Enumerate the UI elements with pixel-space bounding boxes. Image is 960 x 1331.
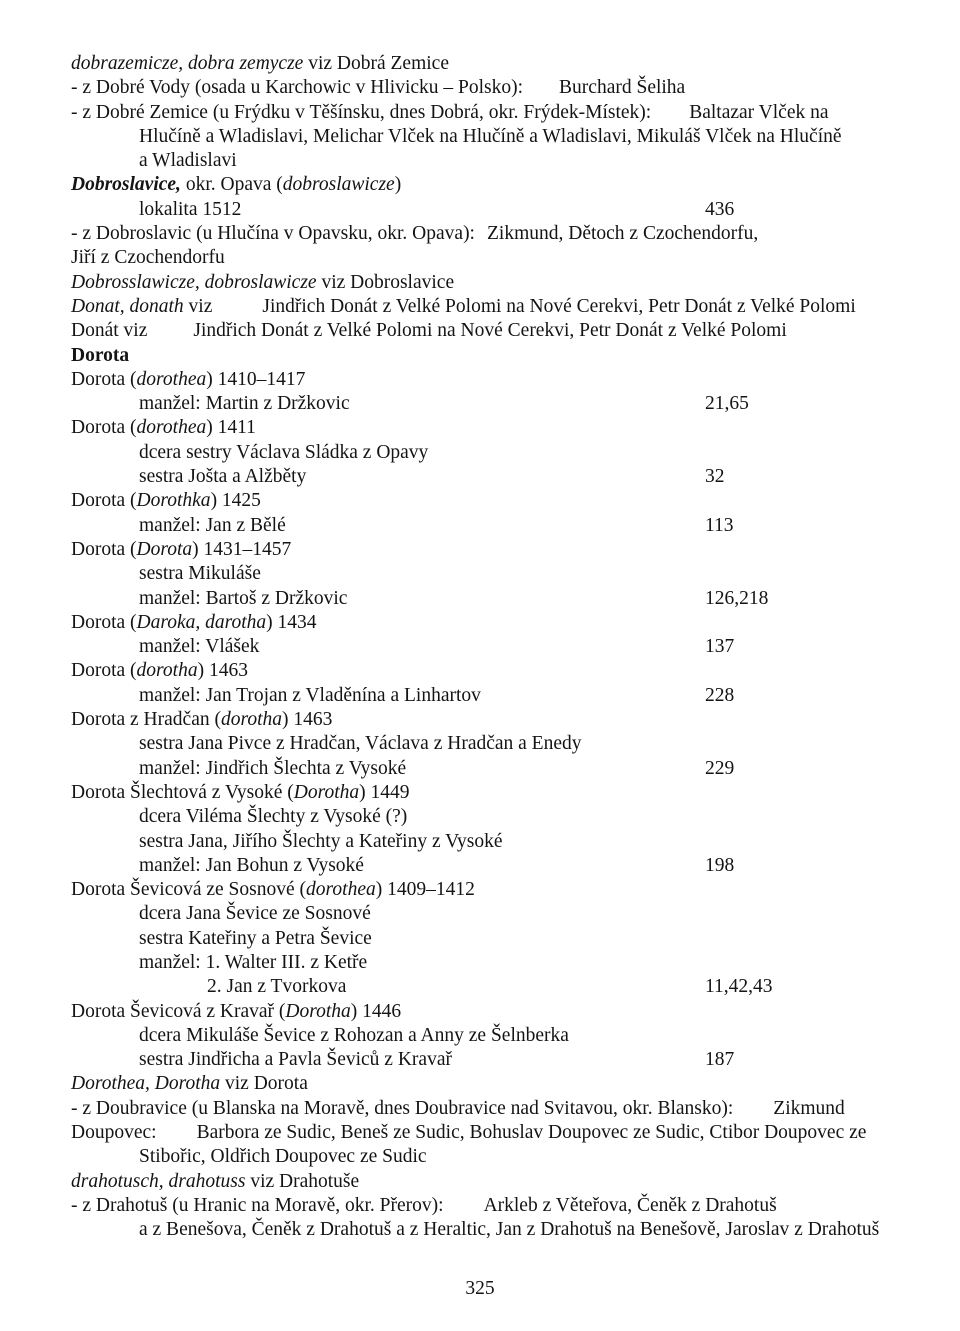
entry-doubravice <box>71 1097 901 1121</box>
entry-text: viz <box>183 295 213 317</box>
index-page <box>71 52 901 1243</box>
entry-names: Arkleb z Větеřova, Čeněk z Drahotuš <box>483 1194 777 1216</box>
sub-line <box>71 757 901 781</box>
page-ref: 228 <box>705 684 735 706</box>
page-ref: 137 <box>705 636 735 658</box>
page-ref: 11,42,43 <box>705 976 773 998</box>
entry-dorothea <box>71 1072 901 1096</box>
dorota-entry <box>71 368 901 392</box>
page-ref: 436 <box>705 198 735 220</box>
sub-line <box>71 1024 901 1048</box>
sub-text: dcera sestry Václava Sládka z Opavy <box>139 441 429 463</box>
entry-variant: Dorothka <box>136 490 211 512</box>
entry-text: Doupovec: <box>71 1122 157 1144</box>
sub-line <box>71 830 901 854</box>
sub-line <box>71 902 901 926</box>
sub-line <box>71 854 901 878</box>
dorota-entry <box>71 489 901 513</box>
entry-paren: ) <box>394 174 402 196</box>
sub-line <box>71 975 901 999</box>
sub-text: 2. Jan z Tvorkova <box>207 976 347 998</box>
entry-text: okr. Opava ( <box>180 174 283 196</box>
sub-text: dcera Jana Ševice ze Sosnové <box>139 903 371 925</box>
dorota-entry <box>71 416 901 440</box>
entry-variant: dorothea <box>306 879 376 901</box>
entry-dobre-vody <box>71 76 901 100</box>
sub-line <box>71 805 901 829</box>
entry-dobroslavice <box>71 173 901 197</box>
entry-dates: ) 1411 <box>206 417 256 439</box>
entry-variant: dorothea <box>136 368 207 390</box>
entry-head: Dorota ( <box>71 368 137 390</box>
sub-text: sestra Mikuláše <box>139 563 261 585</box>
page-ref: 32 <box>705 466 725 488</box>
entry-dates: ) 1431–1457 <box>192 538 292 560</box>
entry-text: - z Dobré Vody (osada u Karchowic v Hlivicku – Polsko): <box>71 77 524 99</box>
entry-dates: ) 1463 <box>282 709 333 731</box>
entry-dobrosslawicze <box>71 271 901 295</box>
entry-dates: ) 1449 <box>359 781 410 803</box>
entry-dates: ) 1446 <box>350 1000 402 1022</box>
sub-text: dcera Mikuláše Ševice z Rohozan a Anny ze Šelnberka <box>139 1024 569 1046</box>
dorota-entry <box>71 781 901 805</box>
page-ref: 229 <box>705 757 735 779</box>
entry-variant: Dorotha <box>285 1000 351 1022</box>
entry-dobre-zemice-cont: a Wladislavi <box>139 150 237 172</box>
entry-doupovec-cont: Stibořic, Oldřich Doupovec ze Sudic <box>139 1146 427 1168</box>
entry-dates: ) 1410–1417 <box>206 368 306 390</box>
entry-donat <box>71 319 901 343</box>
entry-variant: Dorota <box>136 538 193 560</box>
sub-text: manžel: Jan z Bělé <box>139 514 286 536</box>
sub-text: lokalita 1512 <box>139 198 242 220</box>
entry-dobre-zemice <box>71 101 901 125</box>
entry-names: Baltazar Vlček na <box>689 101 829 123</box>
sub-text: manžel: Vlášek <box>139 636 260 658</box>
sub-line <box>71 514 901 538</box>
entry-term: dobrazemicze, dobra zemycze <box>71 53 304 74</box>
dorota-list <box>71 368 901 1073</box>
entry-dates: ) 1409–1412 <box>375 879 475 901</box>
sub-line <box>71 198 901 222</box>
entry-doupovec <box>71 1121 901 1145</box>
sub-text: dcera Viléma Šlechty z Vysoké (?) <box>139 806 408 828</box>
sub-line <box>71 441 901 465</box>
entry-dobroslavic-cont: Jiří z Czochendorfu <box>71 247 225 269</box>
entry-names: Jindřich Donát z Velké Polomi na Nové Cerekvi, Petr Donát z Velké Polomi <box>193 320 787 342</box>
entry-variant: Daroka, darotha <box>136 611 267 633</box>
sub-line <box>71 587 901 611</box>
entry-text: viz Dorota <box>220 1073 308 1095</box>
sub-text: manžel: 1. Walter III. z Ketře <box>139 951 368 973</box>
entry-head: Dorota Ševicová ze Sosnové ( <box>71 879 307 901</box>
dorota-entry <box>71 1000 901 1024</box>
page-ref: 187 <box>705 1049 735 1071</box>
entry-head: Dorota ( <box>71 660 137 682</box>
entry-drahotus <box>71 1194 901 1218</box>
entry-term: Dorothea, Dorotha <box>71 1073 221 1095</box>
entry-head: Dorota z Hradčan ( <box>71 709 221 731</box>
sub-text: sestra Kateřiny a Petra Ševice <box>139 927 372 949</box>
entry-drahotusch <box>71 1170 901 1194</box>
entry-dates: ) 1434 <box>266 611 317 633</box>
sub-line <box>71 392 901 416</box>
page-ref: 198 <box>705 854 735 876</box>
entry-dates: ) 1463 <box>197 660 248 682</box>
entry-term: Donat, donath <box>71 295 184 317</box>
entry-dobrazemicze <box>71 52 901 76</box>
section-heading <box>71 344 901 368</box>
sub-text: sestra Jošta a Alžběty <box>139 466 307 488</box>
dorota-entry <box>71 708 901 732</box>
page-ref: 113 <box>705 514 734 536</box>
entry-dobroslavic <box>71 222 901 246</box>
sub-line <box>71 635 901 659</box>
entry-donat-variant <box>71 295 901 319</box>
sub-line <box>71 684 901 708</box>
sub-text: manžel: Jan Bohun z Vysoké <box>139 854 364 876</box>
entry-text: Donát viz <box>71 320 148 342</box>
entry-names: Zikmund <box>773 1097 845 1119</box>
sub-text: manžel: Martin z Držkovic <box>139 393 350 415</box>
entry-text: - z Dobré Zemice (u Frýdku v Těšínsku, dnes Dobrá, okr. Frýdek-Místek): <box>71 101 652 123</box>
entry-variant: dorotha <box>220 709 283 731</box>
entry-dates: ) 1425 <box>210 490 261 512</box>
sub-line <box>71 951 901 975</box>
entry-variant: dorothea <box>136 417 207 439</box>
dorota-entry <box>71 538 901 562</box>
entry-text: - z Dobroslavic (u Hlučína v Opavsku, okr. Opava): <box>71 223 475 245</box>
entry-variant: dobroslawicze <box>282 174 395 196</box>
sub-line <box>71 732 901 756</box>
entry-names: Burchard Šeliha <box>559 77 686 99</box>
sub-text: manžel: Jindřich Šlechta z Vysoké <box>139 757 407 779</box>
dorota-entry <box>71 611 901 635</box>
sub-text: sestra Jana, Jiřího Šlechty a Kateřiny z Vysoké <box>139 830 503 852</box>
sub-text: sestra Jindřicha a Pavla Ševiců z Kravař <box>139 1049 452 1071</box>
page-ref: 21,65 <box>705 393 749 415</box>
page-ref: 126,218 <box>705 587 769 609</box>
entry-term: Dobrosslawicze, dobroslawicze <box>71 271 317 293</box>
entry-head: Dorota ( <box>71 417 137 439</box>
dorota-entry <box>71 659 901 683</box>
entry-names: Zikmund, Dětoch z Czochendorfu, <box>486 223 759 245</box>
sub-text: sestra Jana Pivce z Hradčan, Václava z Hradčan a Enedy <box>139 733 582 755</box>
entry-head: Dorota Ševicová z Kravař ( <box>71 1000 286 1022</box>
sub-line <box>71 1048 901 1072</box>
sub-text: manžel: Jan Trojan z Vladěnína a Linhartov <box>139 684 481 706</box>
entry-text: - z Drahotuš (u Hranic na Moravě, okr. Přerov): <box>71 1194 444 1216</box>
entry-drahotus-cont: a z Benešova, Čeněk z Drahotuš a z Heraltic, Jan z Drahotuš na Benešově, Jaroslav z Drahotuš <box>139 1219 880 1241</box>
entry-text: viz Dobroslavice <box>316 271 455 293</box>
page-number: 325 <box>465 1278 495 1299</box>
heading-text: Dorota <box>71 344 130 366</box>
entry-term: Dobroslavice, <box>71 174 181 196</box>
entry-names: Barbora ze Sudic, Beneš ze Sudic, Bohuslav Doupovec ze Sudic, Ctibor Doupovec ze <box>196 1122 867 1144</box>
sub-line <box>71 927 901 951</box>
entry-dobre-zemice-cont: Hlučíně a Wladislavi, Melichar Vlček na Hlučíně a Wladislavi, Mikuláš Vlček na Hlučíně <box>139 125 842 147</box>
sub-line <box>71 465 901 489</box>
entry-text: viz Dobrá Zemice <box>303 53 449 74</box>
entry-text: - z Doubravice (u Blanska na Moravě, dnes Doubravice nad Svitavou, okr. Blansko): <box>71 1097 734 1119</box>
entry-variant: Dorotha <box>293 781 360 803</box>
entry-text: viz Drahotuše <box>245 1170 360 1192</box>
entry-names: Jindřich Donát z Velké Polomi na Nové Cerekvi, Petr Donát z Velké Polomi <box>262 295 856 317</box>
sub-text: manžel: Bartoš z Držkovic <box>139 587 348 609</box>
sub-line <box>71 562 901 586</box>
entry-term: drahotusch, drahotuss <box>71 1170 246 1192</box>
entry-head: Dorota ( <box>71 538 137 560</box>
dorota-entry <box>71 878 901 902</box>
entry-variant: dorotha <box>136 660 198 682</box>
entry-head: Dorota Šlechtová z Vysoké ( <box>71 781 294 803</box>
entry-head: Dorota ( <box>71 611 137 633</box>
entry-head: Dorota ( <box>71 490 137 512</box>
